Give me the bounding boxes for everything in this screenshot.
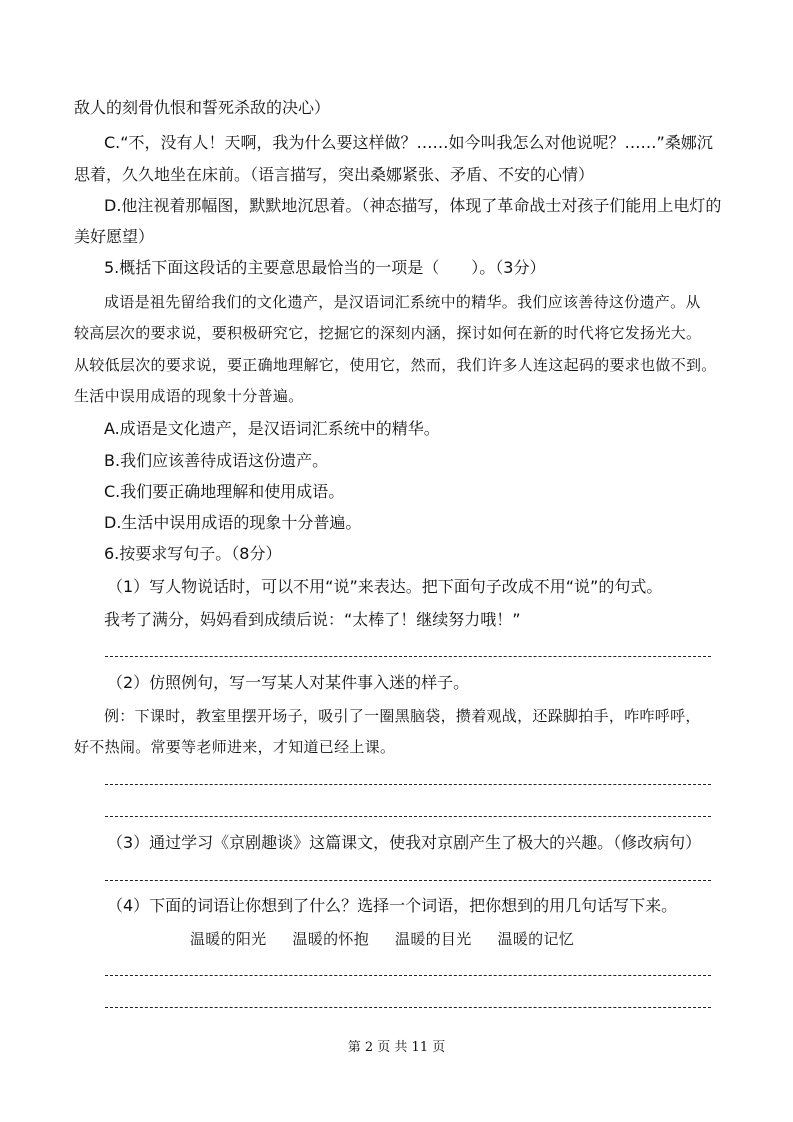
answer-line[interactable] (105, 784, 711, 785)
answer-line[interactable] (105, 880, 711, 881)
question-5-passage-line-2: 较高层次的要求说，要积极研究它，挖掘它的深刻内涵，探讨如何在新的时代将它发扬光大。 (74, 324, 702, 342)
word-option: 温暖的记忆 (497, 930, 575, 948)
word-option: 温暖的怀抱 (292, 930, 370, 948)
question-5-option-a: A.成语是文化遗产，是汉语词汇系统中的精华。 (104, 419, 440, 438)
question-4-option-c-line-1: C.“不，没有人！天啊，我为什么要这样做？……如今叫我怎么对他说呢？……”桑娜沉 (104, 133, 713, 152)
question-4-option-c-line-2: 思着，久久地坐在床前。（语言描写，突出桑娜紧张、矛盾、不安的心情） (74, 165, 595, 184)
question-4-option-d-line-1: D.他注视着那幅图，默默地沉思着。（神态描写，体现了革命战士对孩子们能用上电灯的 (104, 196, 722, 215)
question-5-option-b: B.我们应该善待成语这份遗产。 (104, 451, 329, 470)
question-6-part-2-prompt: （2）仿照例句，写一写某人对某件事入迷的样子。 (107, 673, 470, 692)
question-5-passage-line-4: 生活中误用成语的现象十分普遍。 (74, 387, 304, 405)
question-6-part-2-example-line-2: 好不热闹。常要等老师进来，才知道已经上课。 (74, 738, 396, 756)
question-6-part-4-prompt: （4）下面的词语让你想到了什么？选择一个词语，把你想到的用几句话写下来。 (107, 896, 678, 915)
word-option: 温暖的阳光 (190, 930, 267, 948)
question-5-passage-line-1: 成语是祖先留给我们的文化遗产，是汉语词汇系统中的精华。我们应该善待这份遗产。从 (104, 293, 701, 311)
answer-line[interactable] (105, 1007, 711, 1008)
question-6-stem: 6.按要求写句子。（8分） (104, 544, 282, 563)
question-6-part-1-sentence: 我考了满分，妈妈看到成绩后说：“太棒了！继续努力哦！” (104, 610, 521, 629)
question-6-part-1-prompt: （1）写人物说话时，可以不用“说”来表达。把下面句子改成不用“说”的句式。 (107, 577, 663, 596)
question-5-stem: 5.概括下面这段话的主要意思最恰当的一项是（ ）。（3分） (104, 258, 546, 277)
answer-line[interactable] (105, 816, 711, 817)
word-option: 温暖的目光 (395, 930, 472, 948)
question-6-part-2-example-line-1: 例：下课时，教室里摆开场子，吸引了一圈黑脑袋，攒着观战，还跺脚拍手，咋咋呼呼， (104, 707, 701, 725)
answer-line[interactable] (105, 975, 711, 976)
page-number-footer: 第 2 页 共 11 页 (347, 1040, 446, 1055)
question-4-option-d-line-2: 美好愿望） (74, 227, 155, 246)
answer-line[interactable] (105, 656, 711, 657)
question-6-part-3-prompt: （3）通过学习《京剧趣谈》这篇课文，使我对京剧产生了极大的兴趣。（修改病句） (107, 833, 702, 852)
question-5-passage-line-3: 从较低层次的要求说，要正确地理解它，使用它，然而，我们许多人连这起码的要求也做不到。 (74, 356, 717, 374)
question-5-option-d: D.生活中误用成语的现象十分普遍。 (104, 513, 362, 532)
question-4-option-b-tail: 敌人的刻骨仇恨和誓死杀敌的决心） (74, 98, 331, 117)
question-5-option-c: C.我们要正确地理解和使用成语。 (104, 482, 345, 501)
question-6-part-4-word-list (190, 929, 793, 949)
